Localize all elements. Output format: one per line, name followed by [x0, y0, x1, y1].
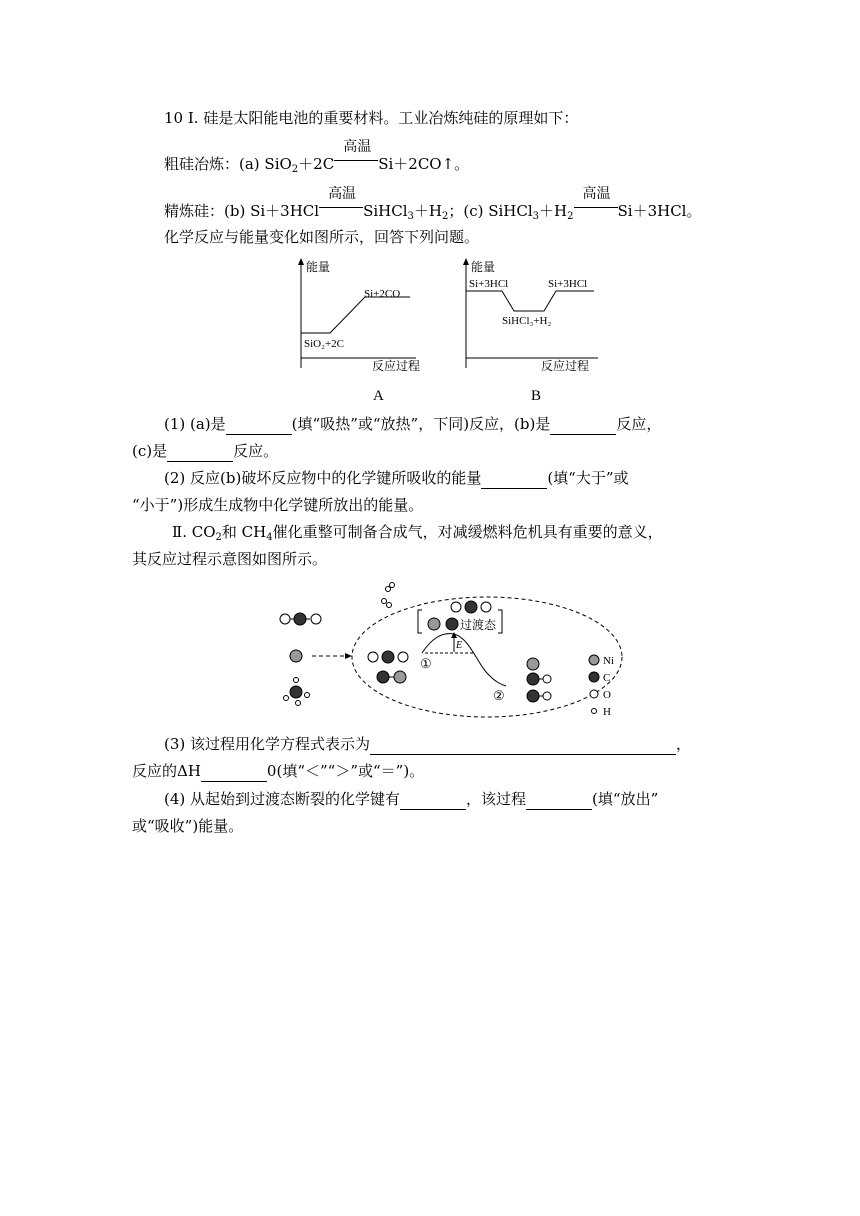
blank-2[interactable] — [481, 468, 547, 489]
question-3-cont: 反应的ΔH 0(填“＜”“＞”或“＝”)。 — [132, 762, 425, 780]
a-reactant: SiO₂+2C — [304, 338, 344, 350]
caption-b: B — [531, 388, 542, 404]
legend — [589, 655, 614, 718]
energy-diagram-b — [456, 256, 606, 376]
svg-text:H: H — [603, 706, 611, 718]
question-3: (3) 该过程用化学方程式表示为 ， — [164, 735, 692, 753]
svg-text:Ni: Ni — [603, 655, 614, 667]
a-xlabel: 反应过程 — [372, 359, 421, 373]
question-1-cont: (c)是 反应。 — [132, 442, 279, 460]
state-1: ① — [420, 656, 432, 671]
co2-molecule — [280, 613, 321, 625]
ni-atom — [290, 650, 302, 662]
intro2: 化学反应与能量变化如图所示，回答下列问题。 — [164, 228, 480, 246]
b-right: Si+3HCl — [548, 278, 588, 290]
equation-b-c: 精炼硅：(b) Si＋3HCl 高温 $SiHCl_3+H_2$；(c) $SiHCl_3+H_2$ 高温 Si＋3HCl。 — [164, 186, 702, 222]
blank-1b[interactable] — [550, 414, 616, 435]
b-mid: SiHCl₃+H₂ — [502, 315, 552, 327]
b-xlabel: 反应过程 — [541, 359, 590, 373]
ch4-molecule — [284, 678, 310, 706]
caption-a: A — [373, 388, 384, 404]
svg-text:O: O — [603, 689, 611, 701]
equation-a: 粗硅冶炼：(a) SiO$_2$＋2C 高温 Si＋2CO↑。 — [164, 139, 470, 175]
blank-1c[interactable] — [167, 441, 233, 462]
blank-1a[interactable] — [226, 414, 292, 435]
part-2-intro: Ⅱ. $CO_2$和 $CH_4$催化重整可制备合成气，对减缓燃料危机具有重要的意义， — [172, 523, 663, 543]
svg-text:E: E — [456, 640, 463, 651]
ts-label: 过渡态 — [460, 618, 497, 632]
question-2-cont: “小于”)形成生成物中化学键所放出的能量。 — [132, 496, 424, 514]
question-2: (2) 反应(b)破坏反应物中的化学键所吸收的能量 (填“大于”或 — [164, 469, 629, 487]
reaction-diagram — [270, 576, 630, 724]
b-left: Si+3HCl — [469, 278, 509, 290]
a-ylabel: 能量 — [306, 260, 331, 274]
question-4-cont: 或“吸收”)能量。 — [132, 817, 244, 835]
blank-4b[interactable] — [526, 789, 592, 810]
energy-diagram-a — [288, 256, 428, 376]
a-product: Si+2CO — [364, 288, 401, 300]
svg-text:C: C — [603, 672, 611, 684]
state-2: ② — [493, 688, 505, 703]
question-1: (1) (a)是 (填“吸热”或“放热”，下同)反应，(b)是 反应， — [164, 415, 662, 433]
part-2-intro-cont: 其反应过程示意图如图所示。 — [132, 550, 328, 568]
question-intro: 10 Ⅰ. 硅是太阳能电池的重要材料。工业冶炼纯硅的原理如下： — [164, 109, 579, 127]
b-ylabel: 能量 — [471, 260, 496, 274]
blank-4a[interactable] — [400, 789, 466, 810]
question-4: (4) 从起始到过渡态断裂的化学键有 ，该过程 (填“放出” — [164, 790, 659, 808]
blank-3b[interactable] — [201, 761, 267, 782]
blank-3a[interactable] — [370, 734, 676, 755]
